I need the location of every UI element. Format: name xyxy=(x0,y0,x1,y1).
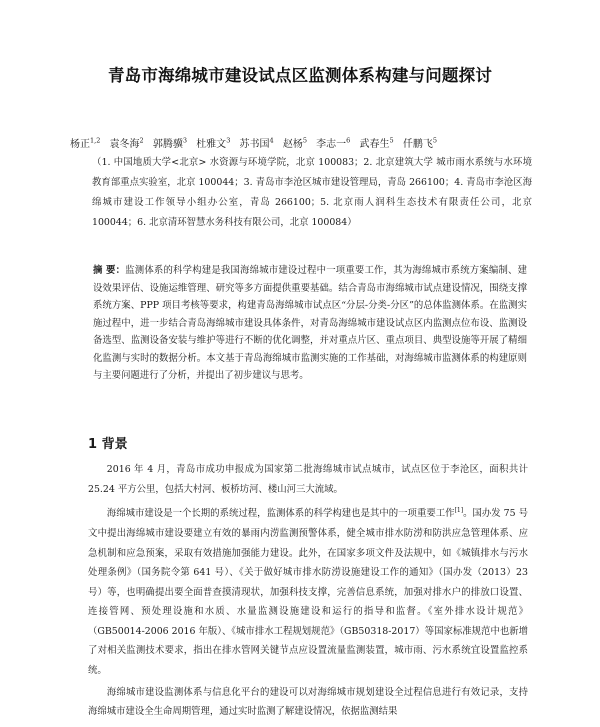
author: 仟鹏飞$^5$ xyxy=(402,136,437,150)
author: 李志一$^6$ xyxy=(316,136,351,150)
author: 郭腾骥$^3$ xyxy=(152,136,187,150)
author: 杜雅文$^3$ xyxy=(196,136,231,150)
paper-title: 青岛市海绵城市建设试点区监测体系构建与问题探讨 xyxy=(107,66,493,85)
abstract-text: 监测体系的科学构建是我国海绵城市建设过程中一项重要工作，其为海绵城市系统方案编制、建设效果评估、设施运维管理、研究等多方面提供重要基础。结合青岛市海绵城市试点建设情况，围绕支撑系统方案、PPP 项目考核等要求，构建青岛海绵城市试点区“分层-分类-分区”的总体监测体系。在监测实施过程中，进一步结合青岛海绵城市建设具体条件，对青岛海绵城市建设试点区内监测点位布设、监测设备选型、监测设备安装与维护等进行不断的优化调整，并对重点片区、重点项目、典型设施等开展了精细化监测与实时的数据分析。本文基于青岛海绵城市监测实施的工作基础，对海绵城市监测体系的构建原则与主要问题进行了分析，并提出了初步建议与思考。 xyxy=(93,265,527,381)
body-paragraph: 海绵城市建设监测体系与信息化平台的建设可以对海绵城市规划建设全过程信息进行有效记录，支持海绵城市建设全生命周期管理，通过实时监测了解建设情况，依据监测结果 xyxy=(88,686,528,718)
abstract xyxy=(93,262,527,385)
author-list xyxy=(70,135,590,150)
body-paragraph: 2016 年 4 月，青岛市成功申报成为国家第二批海绵城市试点城市，试点区位于李沧区，面积共计 25.24 平方公里，包括大村河、板桥坊河、楼山河三大流域。 xyxy=(88,464,528,495)
author: 袁冬海$^2$ xyxy=(109,136,144,150)
body-paragraph: 海绵城市建设是一个长期的系统过程，监测体系的科学构建也是其中的一项重要工作[1]。国办发 75 号文中提出海绵城市建设要建立有效的暴雨内涝监测预警体系，健全城市排水防涝和防洪应急管理体系、应急机制和应急预案，采取有效措施加强能力建设。此外，在国家多项文件及法规中，如《城镇排水与污水处理条例》（国务院令第 641 号）、《关于做好城市排水防涝设施建设工作的通知》（国办发（2013）23 号）等，也明确提出要全面普查摸清现状，加强科技支撑，完善信息系统，加强对排水户的排放口设置、连接管网、预处理设施和水质、水量监测设施建设和运行的指导和监督。《室外排水设计规范》（GB50014-2006 2016 年版）、《城市排水工程规划规范》（GB50318-2017）等国家标准规范中也新增了对相关监测技术要求，指出在排水管网关键节点应设置流量监测装置，城市雨、污水系统宜设置监控系统。 xyxy=(88,507,528,677)
abstract-label: 摘 要： xyxy=(93,265,126,276)
author: 赵杨$^5$ xyxy=(282,136,307,150)
author: 武春生$^5$ xyxy=(359,136,394,150)
author: 苏书国$^4$ xyxy=(239,136,274,150)
citation-ref: [1] xyxy=(454,507,464,515)
author: 杨正$^{1,2}$ xyxy=(70,136,101,150)
section-heading: 1 背景 xyxy=(88,437,128,452)
affiliations: （1. 中国地质大学<北京> 水资源与环境学院，北京 100083；2. 北京建筑大学 城市雨水系统与水环境教育部重点实验室，北京 100044；3. 青岛市李沧区城市建设管理局，青岛 266100；4. 青岛市李沧区海绵城市建设工作领导小组办公室，青岛 266100；5. 北京雨人润科生态技术有限责任公司，北京 100044；6. 北京清环智慧水务科技有限公司，北京 100084） xyxy=(92,157,532,228)
body-text xyxy=(88,460,528,724)
